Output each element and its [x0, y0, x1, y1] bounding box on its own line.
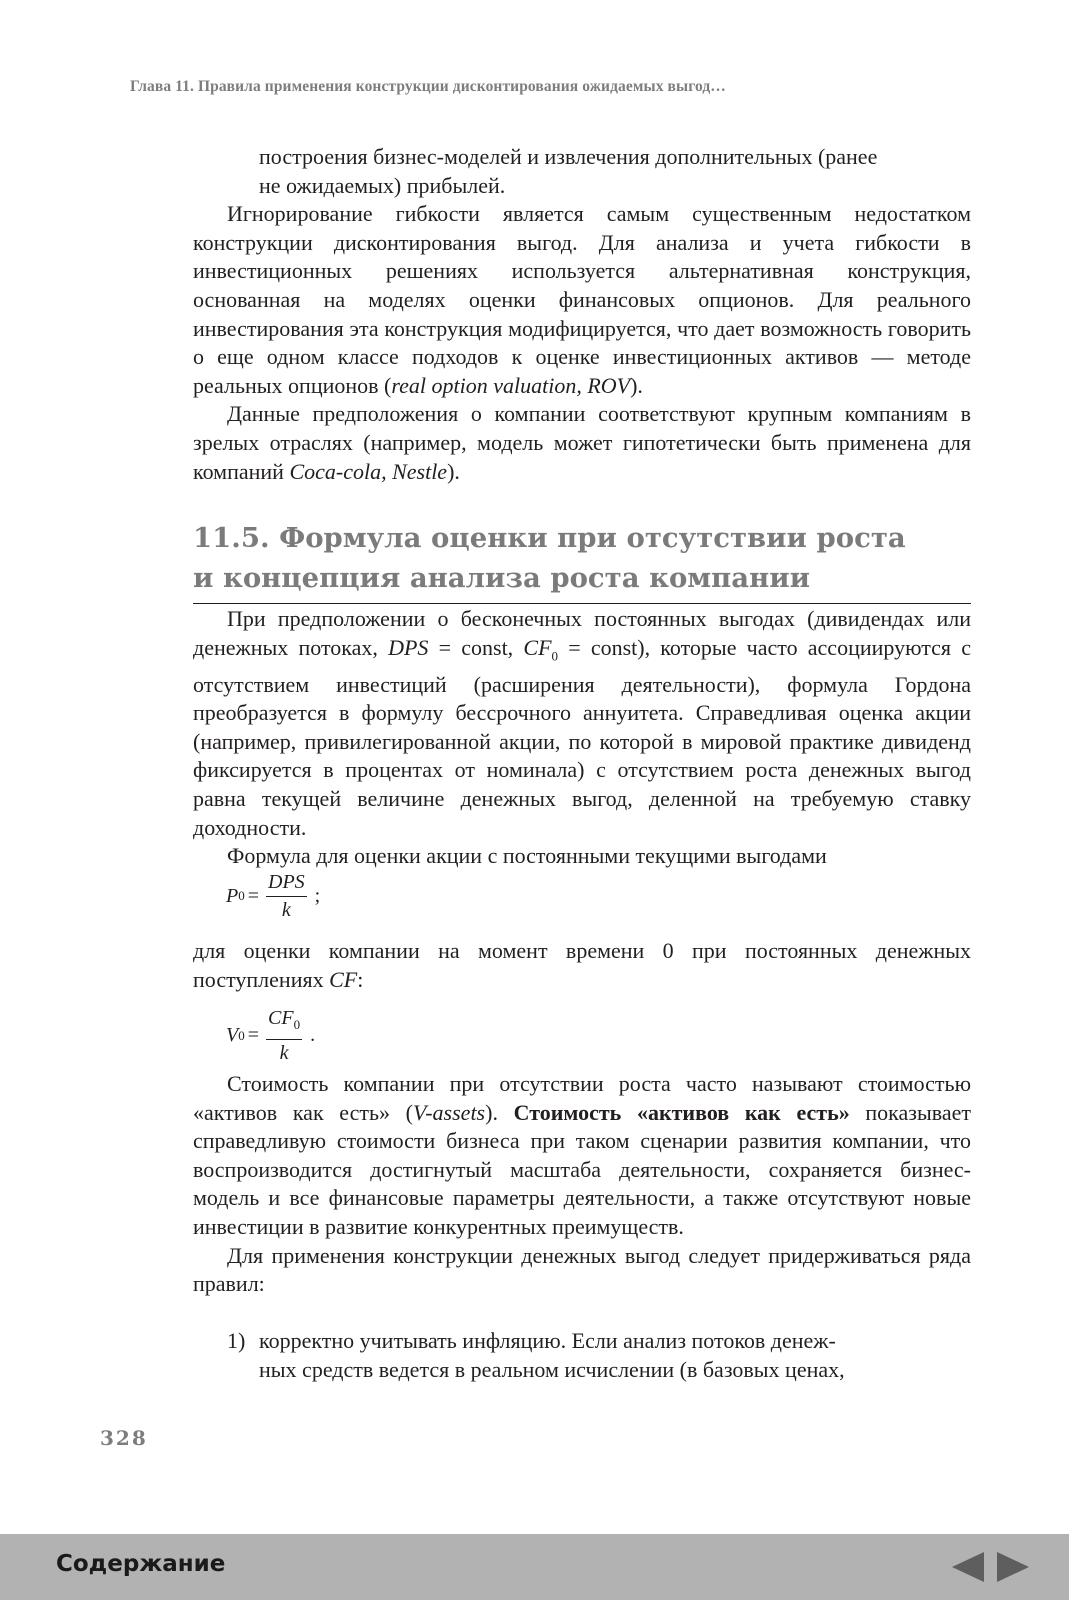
table-of-contents-link[interactable]: Содержание: [56, 1551, 226, 1577]
formula-company-value: [226, 1006, 315, 1065]
section-body-2: [193, 937, 971, 994]
list-marker: 1): [227, 1328, 246, 1353]
previous-page-button[interactable]: [950, 1550, 986, 1584]
text-span: :: [357, 966, 364, 992]
list-item-text: [193, 1327, 971, 1384]
italic-term: real option valuation, ROV: [391, 372, 631, 398]
list-item: [193, 1327, 971, 1384]
section-heading: [193, 518, 971, 598]
italic-term: Coca-cola, Nestle: [289, 458, 448, 484]
formula-subscript: 0: [238, 888, 245, 903]
numerator-text: CF: [268, 1007, 294, 1029]
section-heading-line-2: и концепция анализа роста компании: [193, 562, 811, 594]
equals-sign: =: [247, 884, 259, 907]
continuation-line-1: построения бизнес-моделей и извлечения дополнительных (ранее: [259, 144, 878, 169]
next-page-button[interactable]: [995, 1550, 1031, 1584]
fraction: [266, 870, 307, 922]
italic-term: CF: [523, 634, 552, 660]
paragraph-constant-benefits: [193, 605, 971, 842]
text-span: При предположении о бесконечных постоянных выгодах (дивидендах или денежных потоках,: [193, 606, 971, 660]
paragraph-assets-as-is: [193, 1070, 971, 1242]
text-span: = const), которые часто ассоциируются с отсутствием инвестиций (расширения деятельности), формула Гордона преобразуется в формулу бессрочного аннуитета. Справедливая оценка акции (например, привилегированной акции, по которой в мировой практике дивиденд фиксируется в процентах от номинала) с отсутствием роста денежных выгод равна текущей величине денежных выгод, деленной на требуемую ставку доходности.: [193, 634, 971, 840]
section-body-1: [193, 605, 971, 871]
continuation-line-2: не ожидаемых) прибылей.: [259, 172, 506, 198]
italic-term: V-assets: [413, 1099, 486, 1125]
subscript: 0: [551, 647, 559, 663]
list-line-1: корректно учитывать инфляцию. Если анализ потоков денеж-: [259, 1328, 836, 1353]
formula-punctuation: .: [310, 1024, 316, 1046]
formula-share-value: [226, 870, 320, 922]
paragraph-assumptions: [193, 400, 971, 486]
formula-subscript: 0: [238, 1027, 245, 1043]
section-heading-line-1: 11.5. Формула оценки при отсутствии роста: [193, 522, 906, 554]
formula-punctuation: ;: [314, 884, 321, 907]
text-span: Игнорирование гибкости является самым существенным недостатком конструкции дисконтирования выгод. Для анализа и учета гибкости в инвестиционных решениях используется альтернативная конструкция, основанная на моделях оценки финансовых опционов. Для реального инвестирования эта конструкция модифицируется, что дает возможность говорить о еще одном классе подходов к оценке инвестиционных активов — методе реальных опционов (: [193, 201, 971, 398]
formula-lhs: V: [226, 1024, 239, 1046]
text-span: ).: [485, 1099, 514, 1125]
section-divider: [193, 603, 971, 604]
paragraph-rules-intro: Для применения конструкции денежных выгод следует придерживаться ряда правил:: [193, 1242, 971, 1297]
text-span: = const,: [428, 634, 524, 660]
numerator: DPS: [266, 870, 307, 897]
arrow-right-icon: [995, 1550, 1031, 1584]
footer-navigation-bar: [0, 1534, 1069, 1600]
numerator-subscript: 0: [293, 1017, 301, 1032]
text-span: показывает справедливую стоимости бизнеса при таком сценарии развития компании, что воспроизводится достигнутый масштаба деятельности, сохраняется бизнес-модель и все финансовые параметры деятельности, а также отсутствуют новые инвестиции в развитие конкурентных преимуществ.: [193, 1099, 972, 1239]
arrow-left-icon: [950, 1550, 986, 1584]
text-span: для оценки компании на момент времени 0 при постоянных денежных поступлениях: [193, 938, 971, 992]
denominator: k: [281, 899, 291, 921]
paragraph-formula-intro: Формула для оценки акции с постоянными текущими выгодами: [227, 843, 827, 869]
bold-term: Стоимость «активов как есть»: [513, 1099, 850, 1125]
italic-term: CF: [329, 966, 358, 992]
paragraph-continuation: [193, 143, 971, 200]
text-span: Стоимость компании при отсутствии роста часто называют стоимостью «активов как есть» (: [193, 1071, 971, 1125]
italic-term: DPS: [388, 634, 429, 660]
text-span: ).: [630, 372, 643, 398]
numerator: [266, 1006, 302, 1040]
text-span: Данные предположения о компании соответствуют крупным компаниям в зрелых отраслях (например, модель может гипотетически быть применена для компаний: [193, 401, 971, 484]
fraction: [266, 1006, 302, 1065]
formula-lhs: P: [226, 884, 239, 907]
list-line-2: ных средств ведется в реальном исчислении (в базовых ценах,: [259, 1356, 845, 1382]
paragraph-company-value: [193, 937, 971, 994]
text-span: ).: [447, 458, 460, 484]
equals-sign: =: [247, 1024, 259, 1046]
denominator: k: [279, 1042, 289, 1064]
running-header: Глава 11. Правила применения конструкции дисконтирования ожидаемых выгод…: [130, 78, 726, 95]
intro-text: [193, 143, 971, 486]
section-body-3: [193, 1070, 971, 1299]
paragraph-flexibility: [193, 200, 971, 400]
page-number: 328: [100, 1426, 148, 1450]
